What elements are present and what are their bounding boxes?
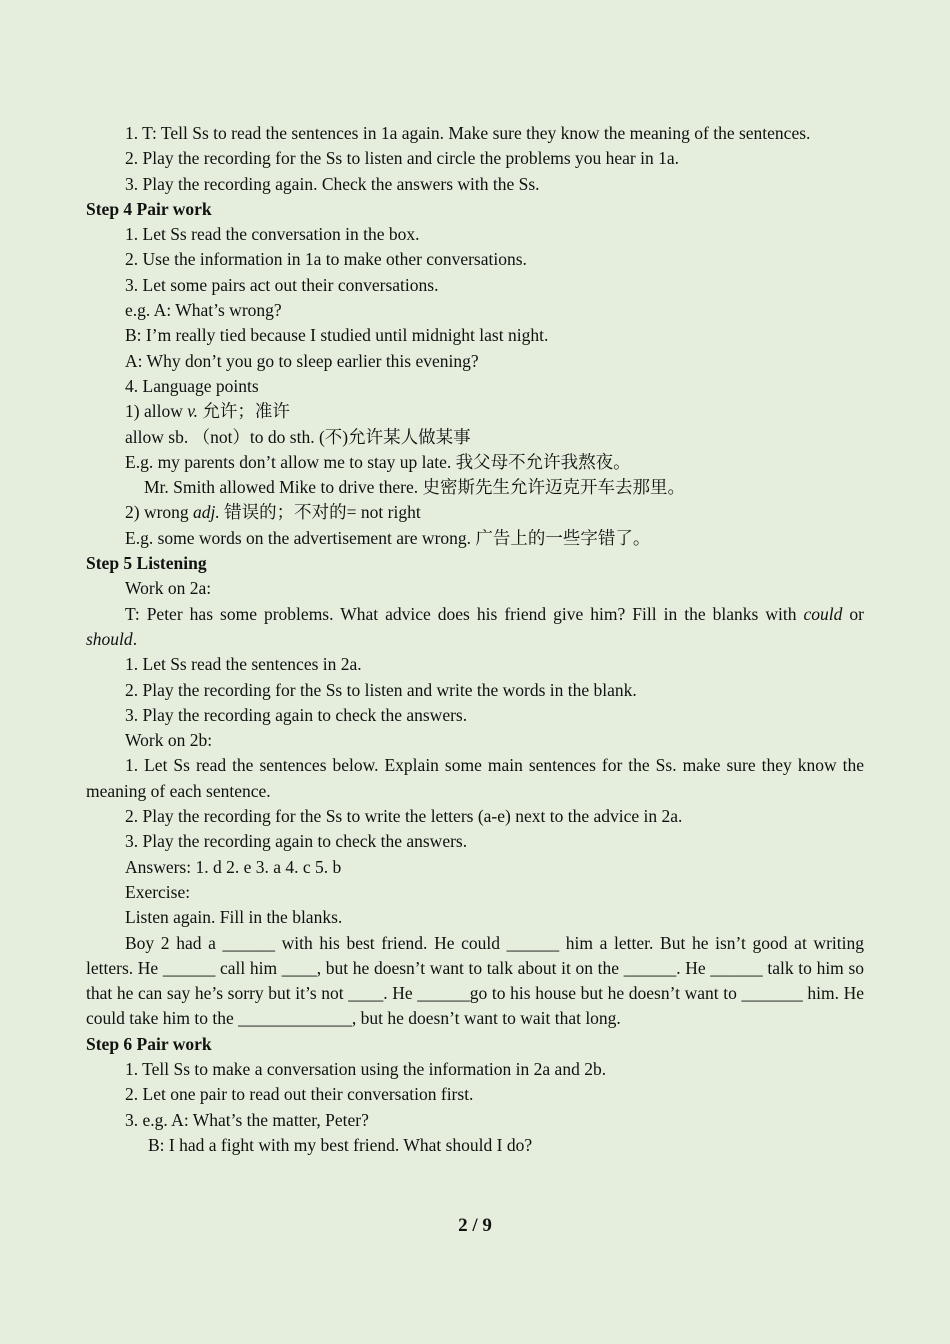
- text-line: Work on 2a:: [125, 578, 212, 599]
- text-run: 2) wrong: [125, 502, 194, 523]
- text-line: 3. Play the recording again. Check the answers with the Ss.: [125, 173, 540, 194]
- text-line: 1. T: Tell Ss to read the sentences in 1a again. Make sure they know the meaning of the sentences.: [125, 123, 811, 143]
- section-heading: Step 6 Pair work: [86, 1033, 212, 1054]
- italic-run: could: [803, 603, 843, 624]
- text-line: Answers: 1. d 2. e 3. a 4. c 5. b: [125, 856, 342, 877]
- text-line: [86, 399, 864, 424]
- text-line: E.g. some words on the advertisement are wrong. 广告上的一些字错了。: [125, 527, 651, 548]
- section-heading: Step 5 Listening: [86, 553, 207, 574]
- document-body: [86, 121, 864, 1158]
- text-line: Exercise:: [125, 881, 191, 902]
- text-line: Work on 2b:: [125, 730, 213, 751]
- text-line: 1. Let Ss read the sentences in 2a.: [125, 654, 362, 675]
- text-run: 允许；准许: [198, 401, 290, 422]
- text-line: 2. Play the recording for the Ss to listen and circle the problems you hear in 1a.: [125, 148, 680, 169]
- text-line: [86, 500, 864, 525]
- text-line: 2. Use the information in 1a to make other conversations.: [125, 249, 527, 270]
- text-line: 3. Let some pairs act out their conversations.: [125, 274, 439, 295]
- italic-run: should: [86, 628, 133, 649]
- text-line: Mr. Smith allowed Mike to drive there. 史密斯先生允许迈克开车去那里。: [144, 477, 685, 498]
- italic-run: adj.: [193, 502, 220, 523]
- text-run: 错误的；不对的= not right: [219, 502, 421, 523]
- text-line: 2. Let one pair to read out their conversation first.: [125, 1084, 474, 1105]
- text-line: 2. Play the recording for the Ss to listen and write the words in the blank.: [125, 679, 637, 700]
- text-run: .: [132, 628, 138, 649]
- text-line: 3. Play the recording again to check the answers.: [125, 831, 468, 852]
- text-line: 1. Tell Ss to make a conversation using the information in 2a and 2b.: [125, 1058, 607, 1079]
- text-line: Listen again. Fill in the blanks.: [125, 907, 343, 928]
- text-run: T: Peter has some problems. What advice does his friend give him? Fill in the blanks with: [125, 603, 804, 624]
- text-line: B: I had a fight with my best friend. What should I do?: [148, 1134, 533, 1155]
- text-line: 3. e.g. A: What’s the matter, Peter?: [125, 1109, 369, 1130]
- text-line: allow sb. （not）to do sth. (不)允许某人做某事: [125, 426, 471, 447]
- text-line: 1. Let Ss read the sentences below. Explain some main sentences for the Ss. make sure they know the meaning of each sentence.: [86, 755, 864, 801]
- text-line: [86, 602, 864, 653]
- page-number: 2 / 9: [458, 1215, 492, 1236]
- text-line: E.g. my parents don’t allow me to stay up late. 我父母不允许我熬夜。: [125, 451, 631, 472]
- section-heading: Step 4 Pair work: [86, 198, 212, 219]
- text-run: or: [842, 603, 865, 624]
- text-line: A: Why don’t you go to sleep earlier this evening?: [125, 350, 479, 371]
- text-line: B: I’m really tied because I studied until midnight last night.: [125, 325, 549, 346]
- text-line: 3. Play the recording again to check the answers.: [125, 704, 468, 725]
- text-line: 1. Let Ss read the conversation in the box.: [125, 224, 420, 245]
- text-run: 1) allow: [125, 401, 188, 422]
- text-line: 2. Play the recording for the Ss to write the letters (a-e) next to the advice in 2a.: [125, 806, 683, 827]
- text-line: 4. Language points: [125, 375, 259, 396]
- exercise-paragraph: Boy 2 had a ______ with his best friend. He could ______ him a letter. But he isn’t good at writing letters. He ______ call him ____, but he doesn’t want to talk about it on the ______. He ______ talk to him so that he can say he’s sorry but it’s not ____. He ______go to his house but he doesn’t want to _______ him. He could take him to the _____________, but he doesn’t want to wait that long.: [86, 932, 864, 1029]
- text-line: e.g. A: What’s wrong?: [125, 300, 282, 321]
- italic-run: v.: [187, 401, 199, 422]
